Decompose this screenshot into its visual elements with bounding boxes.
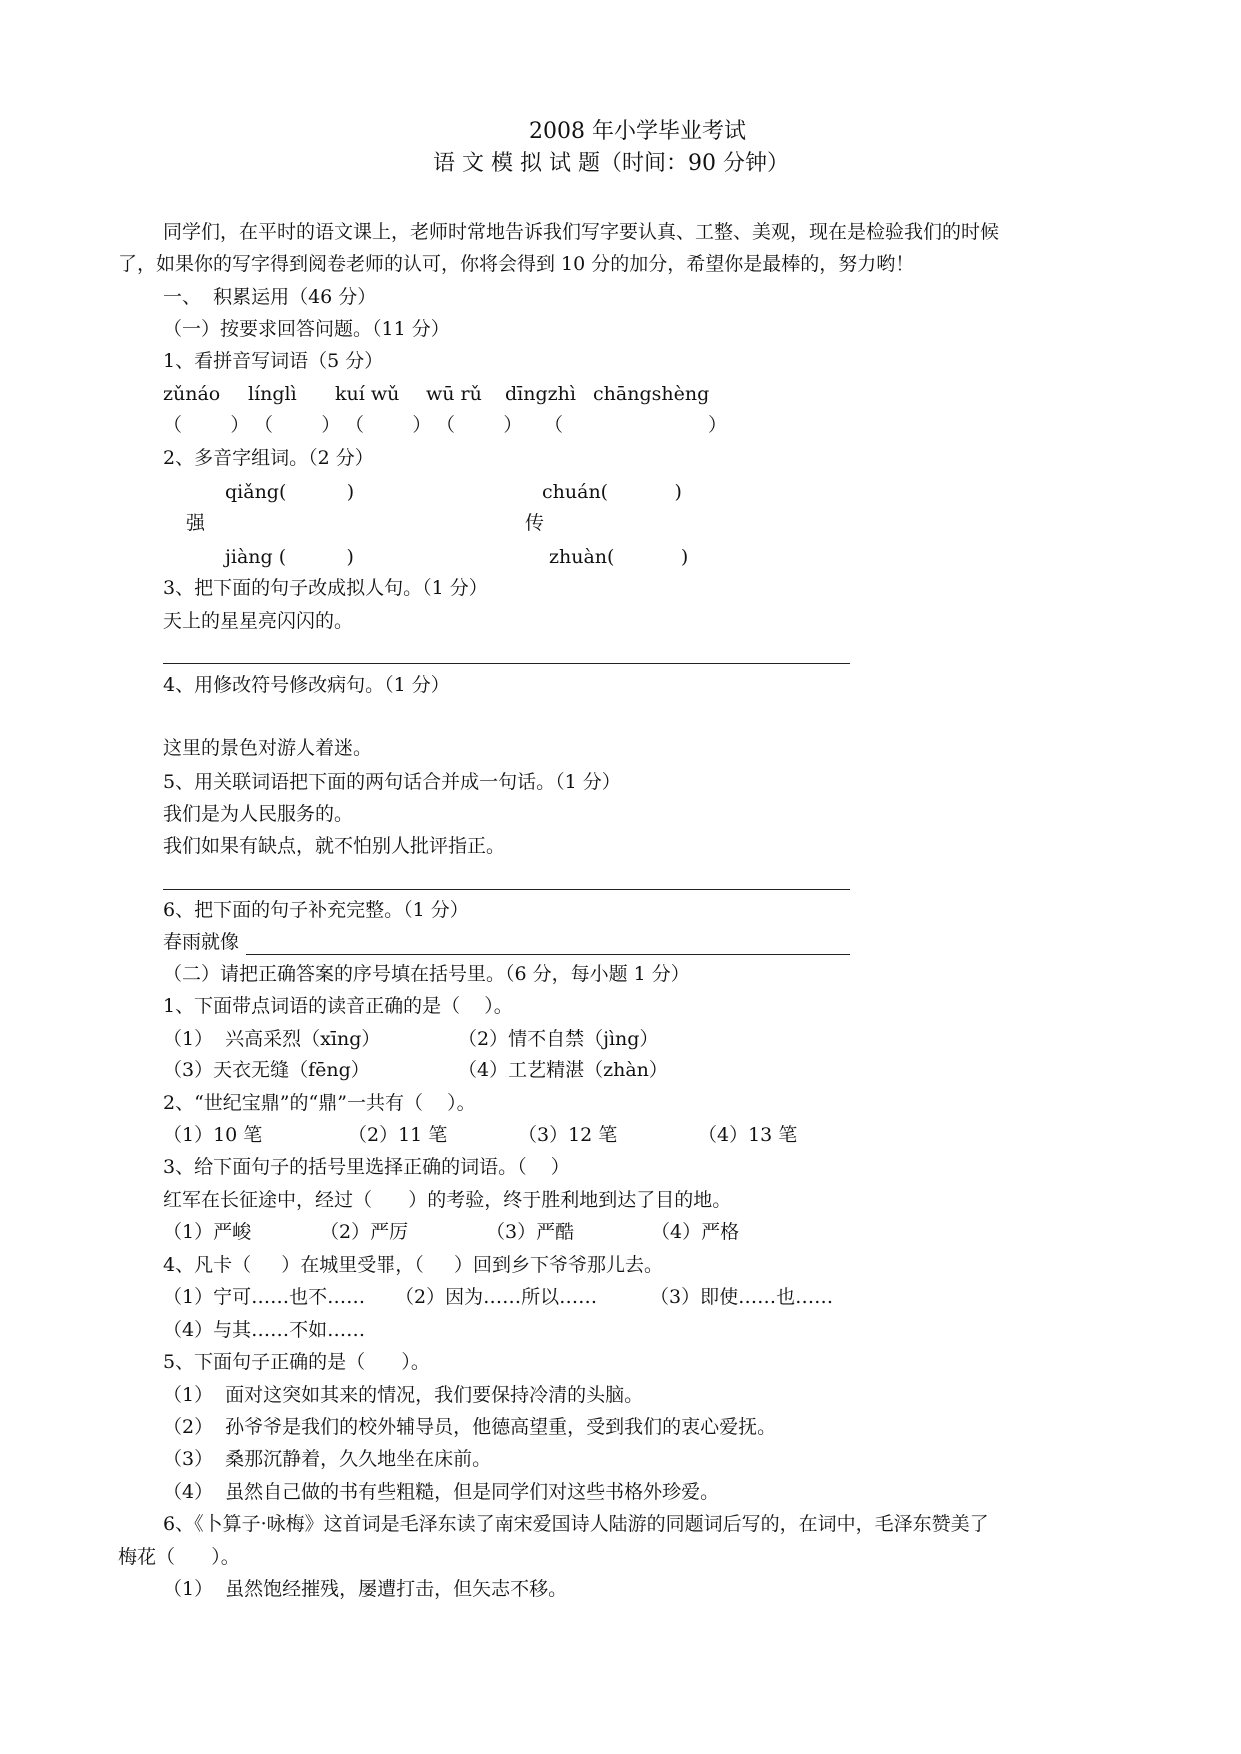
q1-heading: 1、看拼音写词语（5 分） (163, 350, 384, 372)
polyphonic-char-qiang: 强 (186, 512, 206, 534)
pinyin-6: chāngshèng (593, 383, 710, 405)
mc6-stem-line-2: 梅花（ ）。 (118, 1546, 240, 1568)
mc2-stem: 2、“世纪宝鼎”的“鼎”一共有（ ）。 (163, 1092, 476, 1114)
mc3-option-2[interactable]: （2）严厉 (320, 1221, 409, 1243)
q5-answer-line[interactable] (163, 889, 850, 890)
mc1-option-1[interactable]: （1） 兴高采烈（xīng） (163, 1028, 381, 1050)
zhuan-reading[interactable]: zhuàn( ) (549, 546, 689, 568)
mc2-option-2[interactable]: （2）11 笔 (348, 1124, 448, 1146)
mc3-option-1[interactable]: （1）严峻 (163, 1221, 252, 1243)
answer-bracket-3[interactable]: （ ） (345, 414, 432, 436)
pinyin-2: línglì (248, 383, 297, 405)
mc1-option-2[interactable]: （2）情不自禁（jìng） (458, 1028, 659, 1050)
mc6-option-1[interactable]: （1） 虽然饱经摧残，屡遭打击，但矢志不移。 (163, 1578, 568, 1600)
q3-answer-line[interactable] (163, 663, 850, 664)
intro-line-1: 同学们，在平时的语文课上，老师时常地告诉我们写字要认真、工整、美观，现在是检验我们的时候 (163, 221, 1000, 243)
answer-bracket-5[interactable]: （ ） (544, 414, 727, 436)
mc5-option-3[interactable]: （3） 桑那沉静着，久久地坐在床前。 (163, 1448, 492, 1470)
chuan-reading[interactable]: chuán( ) (542, 481, 682, 503)
mc2-option-3[interactable]: （3）12 笔 (518, 1124, 618, 1146)
jiang-reading[interactable]: jiàng ( ) (225, 546, 354, 568)
answer-bracket-4[interactable]: （ ） (436, 414, 523, 436)
mc4-stem: 4、凡卡（ ）在城里受罪，（ ）回到乡下爷爷那儿去。 (163, 1254, 663, 1276)
mc5-option-2[interactable]: （2） 孙爷爷是我们的校外辅导员，他德高望重，受到我们的衷心爱抚。 (163, 1416, 777, 1438)
mc5-option-4[interactable]: （4） 虽然自己做的书有些粗糙，但是同学们对这些书格外珍爱。 (163, 1481, 720, 1503)
part1-heading: 一、 积累运用（46 分） (163, 286, 377, 308)
exam-title: 2008 年小学毕业考试 (529, 119, 746, 144)
q4-heading: 4、用修改符号修改病句。（1 分） (163, 674, 450, 696)
mc3-stem: 3、给下面句子的括号里选择正确的词语。（ ） (163, 1156, 570, 1178)
sec1-heading: （一）按要求回答问题。（11 分） (163, 318, 450, 340)
q3-heading: 3、把下面的句子改成拟人句。（1 分） (163, 577, 488, 599)
polyphonic-char-chuan: 传 (525, 512, 545, 534)
mc3-option-3[interactable]: （3）严酷 (486, 1221, 575, 1243)
intro-line-2: 了，如果你的写字得到阅卷老师的认可，你将会得到 10 分的加分，希望你是最棒的，努力哟！ (118, 253, 915, 275)
mc5-stem: 5、下面句子正确的是（ ）。 (163, 1351, 430, 1373)
pinyin-4: wū rǔ (426, 383, 482, 405)
mc6-stem-line-1: 6、《卜算子·咏梅》这首词是毛泽东读了南宋爱国诗人陆游的同题词后写的，在词中，毛泽东赞美了 (163, 1513, 989, 1535)
mc3-option-4[interactable]: （4）严格 (651, 1221, 740, 1243)
mc5-option-1[interactable]: （1） 面对这突如其来的情况，我们要保持冷清的头脑。 (163, 1384, 644, 1406)
exam-subtitle: 语 文 模 拟 试 题（时间：90 分钟） (433, 151, 789, 176)
mc3-sentence: 红军在长征途中，经过（ ）的考验，终于胜利地到达了目的地。 (163, 1189, 732, 1211)
mc1-option-3[interactable]: （3）天衣无缝（fēng） (163, 1059, 370, 1081)
qiang-reading[interactable]: qiǎng( ) (225, 481, 355, 503)
answer-bracket-2[interactable]: （ ） (254, 414, 341, 436)
answer-bracket-1[interactable]: （ ） (163, 414, 250, 436)
mc2-option-4[interactable]: （4）13 笔 (698, 1124, 798, 1146)
mc1-stem: 1、下面带点词语的读音正确的是（ ）。 (163, 995, 513, 1017)
q5-sentence-2: 我们如果有缺点，就不怕别人批评指正。 (163, 835, 506, 857)
q6-prefix: 春雨就像 (163, 931, 240, 953)
mc1-option-4[interactable]: （4）工艺精湛（zhàn） (458, 1059, 668, 1081)
mc2-option-1[interactable]: （1）10 笔 (163, 1124, 263, 1146)
pinyin-5: dīngzhì (505, 383, 576, 405)
sec2-heading: （二）请把正确答案的序号填在括号里。（6 分，每小题 1 分） (163, 963, 690, 985)
mc4-option-4[interactable]: （4）与其……不如…… (163, 1319, 366, 1341)
q5-heading: 5、用关联词语把下面的两句话合并成一句话。（1 分） (163, 771, 621, 793)
pinyin-3: kuí wǔ (335, 383, 400, 405)
mc4-option-2[interactable]: （2）因为……所以…… (395, 1286, 598, 1308)
q6-answer-line[interactable] (246, 954, 850, 955)
q2-heading: 2、多音字组词。（2 分） (163, 447, 374, 469)
mc4-option-1[interactable]: （1）宁可……也不…… (163, 1286, 366, 1308)
q6-heading: 6、把下面的句子补充完整。（1 分） (163, 899, 469, 921)
q4-sentence: 这里的景色对游人着迷。 (163, 737, 373, 759)
q3-sentence: 天上的星星亮闪闪的。 (163, 610, 354, 632)
q5-sentence-1: 我们是为人民服务的。 (163, 803, 354, 825)
pinyin-1: zǔnáo (163, 383, 221, 405)
mc4-option-3[interactable]: （3）即使……也…… (650, 1286, 834, 1308)
